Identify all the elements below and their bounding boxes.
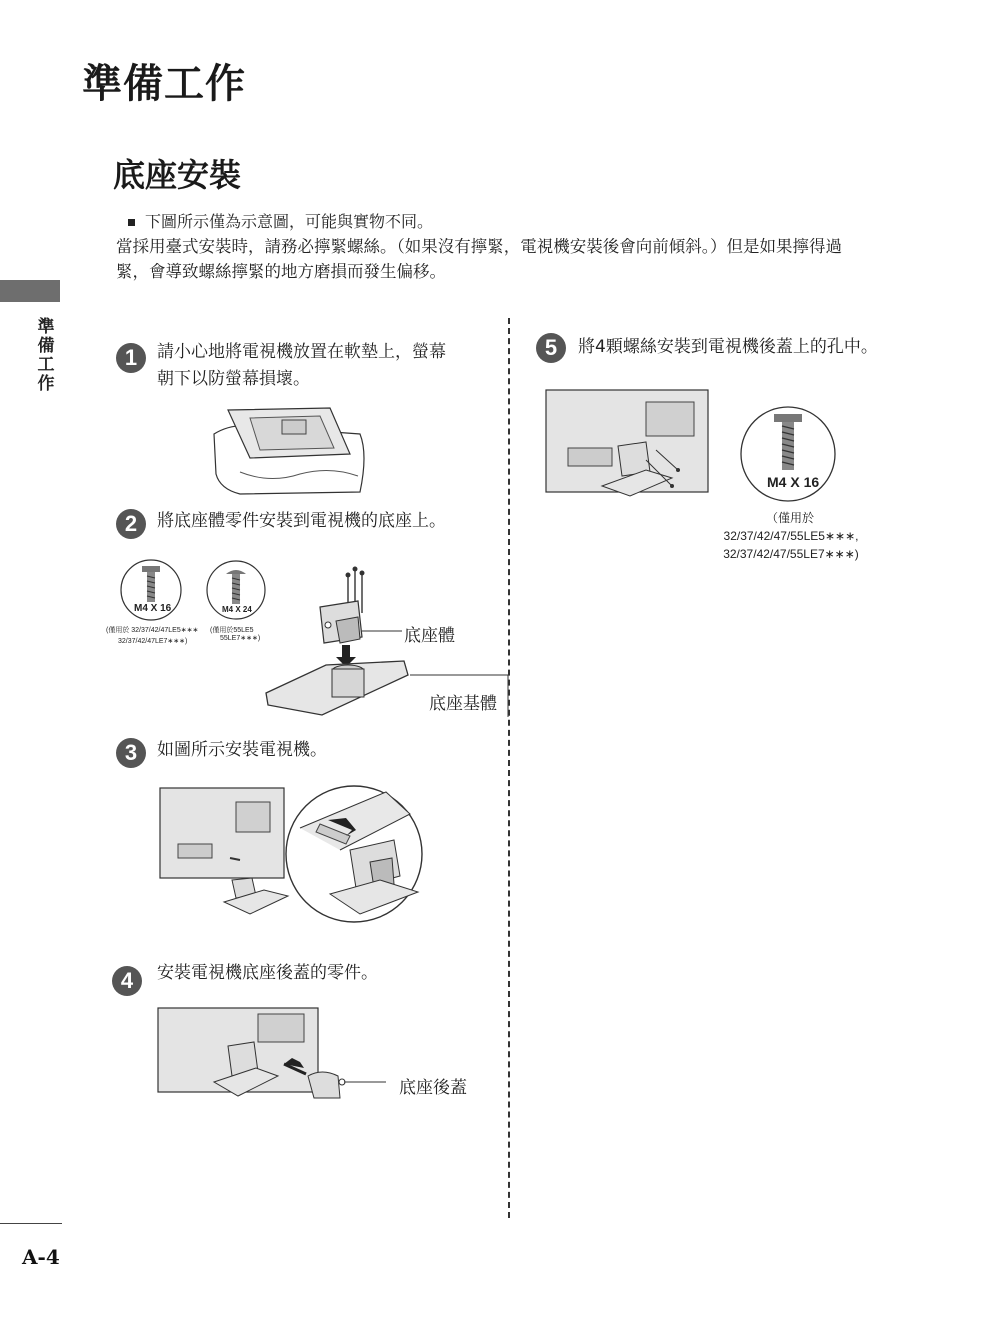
screw-a-note-2: 32/37/42/47LE7∗∗∗) xyxy=(118,638,188,645)
step5-note-3: 32/37/42/47/55LE7∗∗∗) xyxy=(723,547,859,561)
side-tab-marker xyxy=(0,280,60,302)
side-chapter-label: 準備工作 xyxy=(37,317,55,394)
step-5-number: 5 xyxy=(536,333,566,363)
screw-a-label: M4 X 16 xyxy=(134,603,172,614)
step-5-text: 將4顆螺絲安裝到電視機後蓋上的孔中。 xyxy=(578,337,878,357)
step-4-text: 安裝電視機底座後蓋的零件。 xyxy=(157,963,378,983)
page-title: 準備工作 xyxy=(82,61,246,107)
step-3-text: 如圖所示安裝電視機。 xyxy=(157,740,327,760)
tv-mount-illustration xyxy=(160,784,422,924)
section-title: 底座安裝 xyxy=(113,156,242,194)
screw-m4x16-large-label: M4 X 16 xyxy=(767,474,820,490)
footer-rule xyxy=(0,1223,62,1224)
column-divider xyxy=(508,318,510,1218)
page-number: A-4 xyxy=(22,1245,60,1269)
step-3-number: 3 xyxy=(116,738,146,768)
step-1-number: 1 xyxy=(116,343,146,373)
step-2-number: 2 xyxy=(116,509,146,539)
bullet-square-icon xyxy=(128,219,135,226)
screw-b-note-1: (僅用於55LE5 xyxy=(210,627,254,634)
screw-install-illustration xyxy=(546,388,710,498)
back-cover-illustration xyxy=(158,1006,388,1098)
step5-note-1: （僅用於 xyxy=(765,511,814,525)
step-2-text: 將底座體零件安裝到電視機的底座上。 xyxy=(157,511,446,531)
step-4-number: 4 xyxy=(112,966,142,996)
screw-a-note-1: (僅用於 32/37/42/47LE5∗∗∗ xyxy=(106,627,199,634)
callout-back-cover: 底座後蓋 xyxy=(399,1078,467,1098)
step5-note-2: 32/37/42/47/55LE5∗∗∗, xyxy=(723,529,859,543)
screw-b-label: M4 X 24 xyxy=(222,605,252,614)
bullet-note-text: 下圖所示僅為示意圖，可能與實物不同。 xyxy=(145,212,434,231)
intro-paragraph: 當採用臺式安裝時，請務必擰緊螺絲。（如果沒有擰緊，電視機安裝後會向前傾斜。）但是如果擰得過緊，會導致螺絲擰緊的地方磨損而發生偏移。 xyxy=(116,237,842,281)
bullet-note xyxy=(128,209,433,232)
tv-on-cushion-illustration xyxy=(210,404,370,498)
callout-stand-body: 底座體 xyxy=(404,626,455,646)
step-1-text: 請小心地將電視機放置在軟墊上，螢幕朝下以防螢幕損壞。 xyxy=(157,342,446,389)
screw-b-note-2: 55LE7∗∗∗) xyxy=(220,635,261,642)
callout-stand-base: 底座基體 xyxy=(429,694,497,714)
